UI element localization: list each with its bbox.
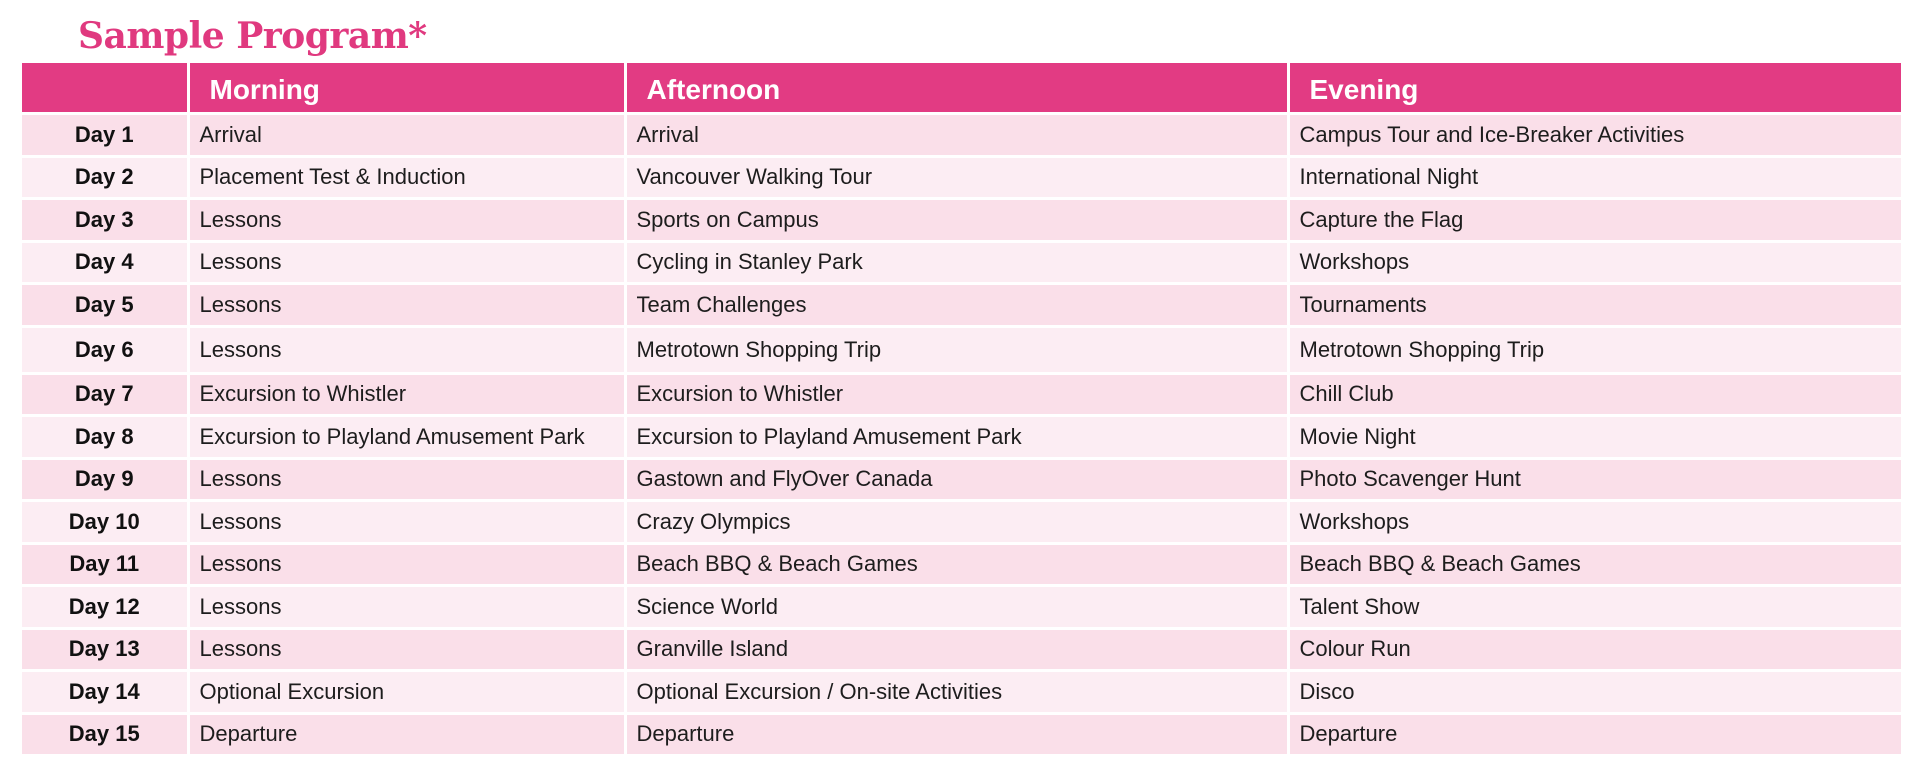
cell-morning: Lessons [188, 501, 625, 544]
cell-afternoon: Optional Excursion / On-site Activities [625, 671, 1288, 714]
cell-afternoon: Metrotown Shopping Trip [625, 326, 1288, 373]
cell-day: Day 6 [22, 326, 188, 373]
cell-day: Day 2 [22, 156, 188, 199]
cell-afternoon: Gastown and FlyOver Canada [625, 458, 1288, 501]
cell-morning: Lessons [188, 284, 625, 327]
cell-morning: Placement Test & Induction [188, 156, 625, 199]
cell-morning: Excursion to Whistler [188, 373, 625, 416]
cell-afternoon: Beach BBQ & Beach Games [625, 543, 1288, 586]
table-row [22, 458, 1901, 501]
cell-afternoon: Excursion to Whistler [625, 373, 1288, 416]
table-row [22, 156, 1901, 199]
table-row [22, 671, 1901, 714]
cell-afternoon: Departure [625, 713, 1288, 756]
page-title: Sample Program* [78, 15, 427, 57]
table-row [22, 241, 1901, 284]
cell-evening: International Night [1288, 156, 1901, 199]
cell-afternoon: Team Challenges [625, 284, 1288, 327]
cell-evening: Talent Show [1288, 586, 1901, 629]
cell-day: Day 4 [22, 241, 188, 284]
table-row [22, 373, 1901, 416]
cell-morning: Departure [188, 713, 625, 756]
cell-evening: Departure [1288, 713, 1901, 756]
cell-afternoon: Science World [625, 586, 1288, 629]
table-row [22, 199, 1901, 242]
cell-morning: Optional Excursion [188, 671, 625, 714]
cell-morning: Lessons [188, 543, 625, 586]
cell-afternoon: Excursion to Playland Amusement Park [625, 416, 1288, 459]
cell-morning: Lessons [188, 586, 625, 629]
cell-day: Day 7 [22, 373, 188, 416]
cell-morning: Arrival [188, 114, 625, 157]
cell-day: Day 12 [22, 586, 188, 629]
cell-morning: Excursion to Playland Amusement Park [188, 416, 625, 459]
cell-day: Day 15 [22, 713, 188, 756]
cell-day: Day 9 [22, 458, 188, 501]
cell-day: Day 14 [22, 671, 188, 714]
cell-evening: Metrotown Shopping Trip [1288, 326, 1901, 373]
program-table [22, 63, 1901, 757]
cell-day: Day 8 [22, 416, 188, 459]
cell-evening: Colour Run [1288, 628, 1901, 671]
cell-evening: Workshops [1288, 501, 1901, 544]
table-header-row [22, 63, 1901, 114]
cell-morning: Lessons [188, 199, 625, 242]
cell-evening: Workshops [1288, 241, 1901, 284]
cell-afternoon: Granville Island [625, 628, 1288, 671]
header-afternoon: Afternoon [625, 63, 1288, 114]
cell-morning: Lessons [188, 241, 625, 284]
cell-afternoon: Crazy Olympics [625, 501, 1288, 544]
cell-evening: Photo Scavenger Hunt [1288, 458, 1901, 501]
table-row [22, 416, 1901, 459]
table-row [22, 543, 1901, 586]
cell-day: Day 13 [22, 628, 188, 671]
cell-day: Day 1 [22, 114, 188, 157]
table-row [22, 586, 1901, 629]
table-row [22, 501, 1901, 544]
header-evening: Evening [1288, 63, 1901, 114]
cell-evening: Beach BBQ & Beach Games [1288, 543, 1901, 586]
cell-day: Day 11 [22, 543, 188, 586]
cell-evening: Campus Tour and Ice-Breaker Activities [1288, 114, 1901, 157]
cell-evening: Capture the Flag [1288, 199, 1901, 242]
cell-evening: Movie Night [1288, 416, 1901, 459]
table-row [22, 713, 1901, 756]
table-row [22, 326, 1901, 373]
cell-day: Day 5 [22, 284, 188, 327]
table-row [22, 284, 1901, 327]
cell-morning: Lessons [188, 628, 625, 671]
cell-afternoon: Sports on Campus [625, 199, 1288, 242]
table-row [22, 114, 1901, 157]
cell-day: Day 10 [22, 501, 188, 544]
cell-evening: Chill Club [1288, 373, 1901, 416]
header-day [22, 63, 188, 114]
cell-evening: Disco [1288, 671, 1901, 714]
cell-morning: Lessons [188, 326, 625, 373]
cell-morning: Lessons [188, 458, 625, 501]
cell-afternoon: Cycling in Stanley Park [625, 241, 1288, 284]
cell-afternoon: Vancouver Walking Tour [625, 156, 1288, 199]
header-morning: Morning [188, 63, 625, 114]
cell-day: Day 3 [22, 199, 188, 242]
cell-afternoon: Arrival [625, 114, 1288, 157]
table-row [22, 628, 1901, 671]
table-body [22, 114, 1901, 756]
cell-evening: Tournaments [1288, 284, 1901, 327]
